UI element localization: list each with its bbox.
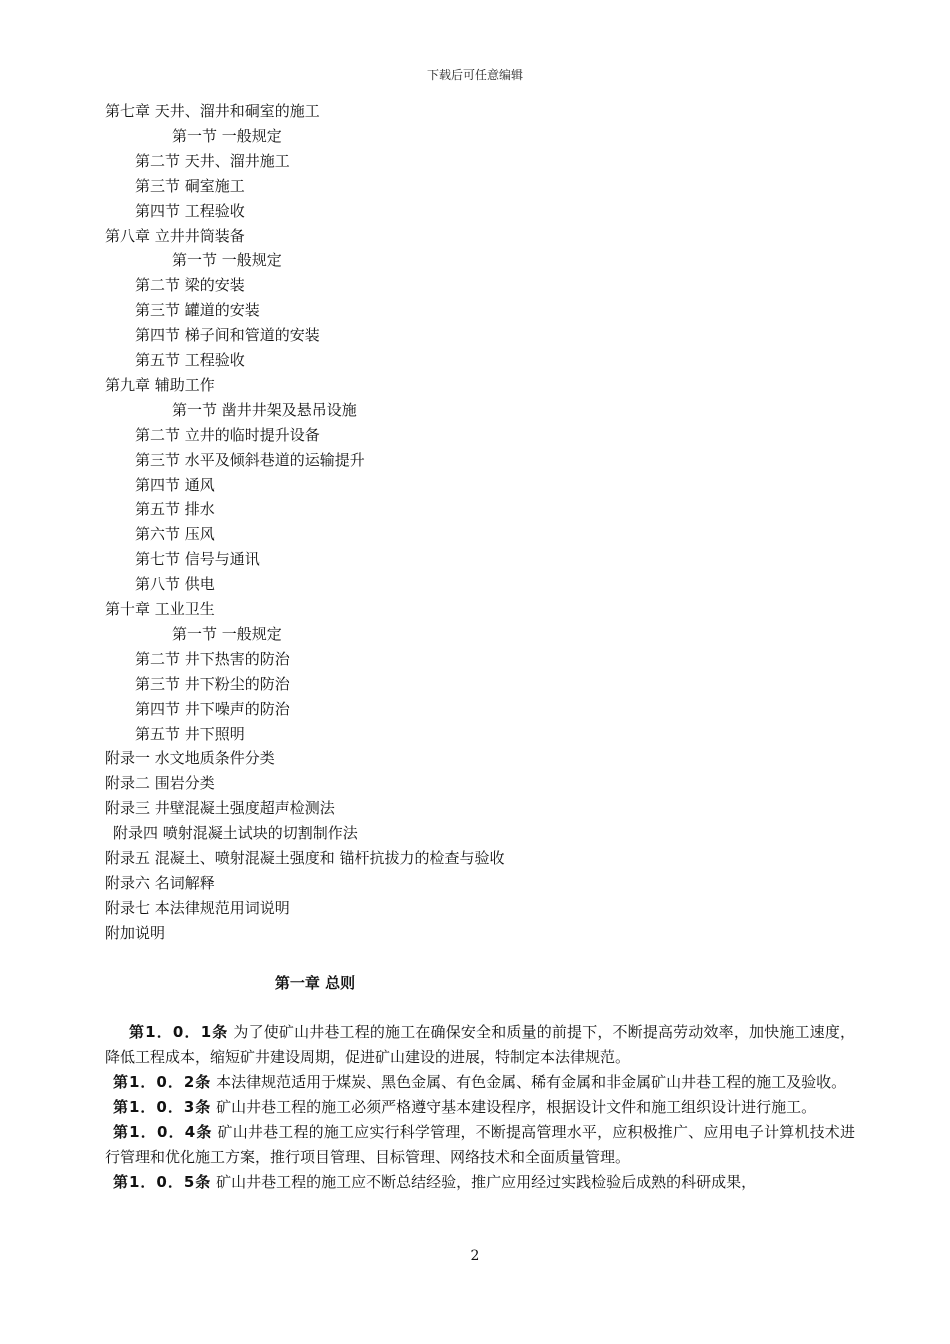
toc-entry: 第四节 井下噪声的防治 xyxy=(135,699,290,718)
article-number: 第1．0．5条 xyxy=(113,1173,212,1191)
article-number: 第1．0．3条 xyxy=(113,1098,212,1116)
toc-entry: 附录五 混凝土、喷射混凝土强度和 锚杆抗拔力的检查与验收 xyxy=(105,849,505,867)
toc-entry: 第五节 排水 xyxy=(135,500,215,519)
toc-entry: 第九章 辅助工作 xyxy=(105,375,215,394)
article-paragraph xyxy=(105,1120,855,1170)
toc-entry: 第二节 梁的安装 xyxy=(135,276,245,295)
article-paragraph xyxy=(105,1020,855,1070)
toc-entry: 第六节 压风 xyxy=(135,525,215,544)
toc-entry: 附加说明 xyxy=(105,923,166,942)
chapter-title: 第一章 总则 xyxy=(274,974,356,992)
page-number: 2 xyxy=(470,1248,480,1264)
toc-entry: 附录六 名词解释 xyxy=(105,873,215,892)
toc-entry: 第三节 井下粉尘的防治 xyxy=(135,674,290,693)
article-paragraph xyxy=(105,1070,855,1095)
article-text: 矿山井巷工程的施工必须严格遵守基本建设程序，根据设计文件和施工组织设计进行施工。 xyxy=(216,1098,817,1116)
article-text: 本法律规范适用于煤炭、黑色金属、有色金属、稀有金属和非金属矿山井巷工程的施工及验收。 xyxy=(216,1073,847,1091)
toc-entry: 第二节 立井的临时提升设备 xyxy=(135,425,320,444)
article-number: 第1．0．2条 xyxy=(113,1073,212,1091)
toc-entry: 附录七 本法律规范用词说明 xyxy=(105,898,290,917)
toc-entry: 第八章 立井井筒装备 xyxy=(105,226,245,245)
toc-entry: 第一节 一般规定 xyxy=(172,624,282,643)
toc-entry: 第二节 井下热害的防治 xyxy=(135,649,290,668)
article-list xyxy=(105,1020,855,1195)
toc-entry: 第三节 罐道的安装 xyxy=(135,301,260,320)
toc-entry: 第四节 通风 xyxy=(135,475,215,494)
toc-entry: 第三节 硐室施工 xyxy=(135,176,245,195)
article-number: 第1．0．4条 xyxy=(113,1123,213,1141)
toc-entry: 第十章 工业卫生 xyxy=(105,600,215,618)
toc-entry: 第一节 凿井井架及悬吊设施 xyxy=(172,400,357,419)
article-paragraph xyxy=(105,1095,855,1120)
toc-entry: 第四节 工程验收 xyxy=(135,201,245,220)
toc-entry: 附录一 水文地质条件分类 xyxy=(105,749,275,768)
toc-entry: 附录二 围岩分类 xyxy=(105,774,215,793)
article-number: 第1．0．1条 xyxy=(129,1023,229,1041)
toc-entry: 第一节 一般规定 xyxy=(172,126,282,145)
toc-entry: 第七节 信号与通讯 xyxy=(135,550,260,569)
article-text: 矿山井巷工程的施工应实行科学管理，不断提高管理水平，应积极推广、应用电子计算机技术进行管理和优化施工方案，推行项目管理、目标管理、网络技术和全面质量管理。 xyxy=(105,1123,855,1166)
toc-entry: 第五节 工程验收 xyxy=(135,351,245,369)
article-text: 矿山井巷工程的施工应不断总结经验，推广应用经过实践检验后成熟的科研成果， xyxy=(216,1173,757,1191)
article-paragraph xyxy=(105,1170,855,1195)
toc-entry: 第一节 一般规定 xyxy=(172,251,282,270)
article-text: 为了使矿山井巷工程的施工在确保安全和质量的前提下，不断提高劳动效率，加快施工速度，降低工程成本，缩短矿井建设周期，促进矿山建设的进展，特制定本法律规范。 xyxy=(105,1023,855,1066)
toc-entry: 附录四 喷射混凝土试块的切割制作法 xyxy=(113,824,358,843)
toc-entry: 附录三 井壁混凝土强度超声检测法 xyxy=(105,799,335,818)
page-header: 下载后可任意编辑 xyxy=(426,68,523,82)
toc-entry: 第八节 供电 xyxy=(135,575,215,594)
toc-entry: 第五节 井下照明 xyxy=(135,724,245,743)
toc-entry: 第七章 天井、溜井和硐室的施工 xyxy=(105,102,320,120)
toc-entry: 第三节 水平及倾斜巷道的运输提升 xyxy=(135,450,365,469)
toc-entry: 第四节 梯子间和管道的安装 xyxy=(135,326,320,345)
toc-entry: 第二节 天井、溜井施工 xyxy=(135,151,290,170)
